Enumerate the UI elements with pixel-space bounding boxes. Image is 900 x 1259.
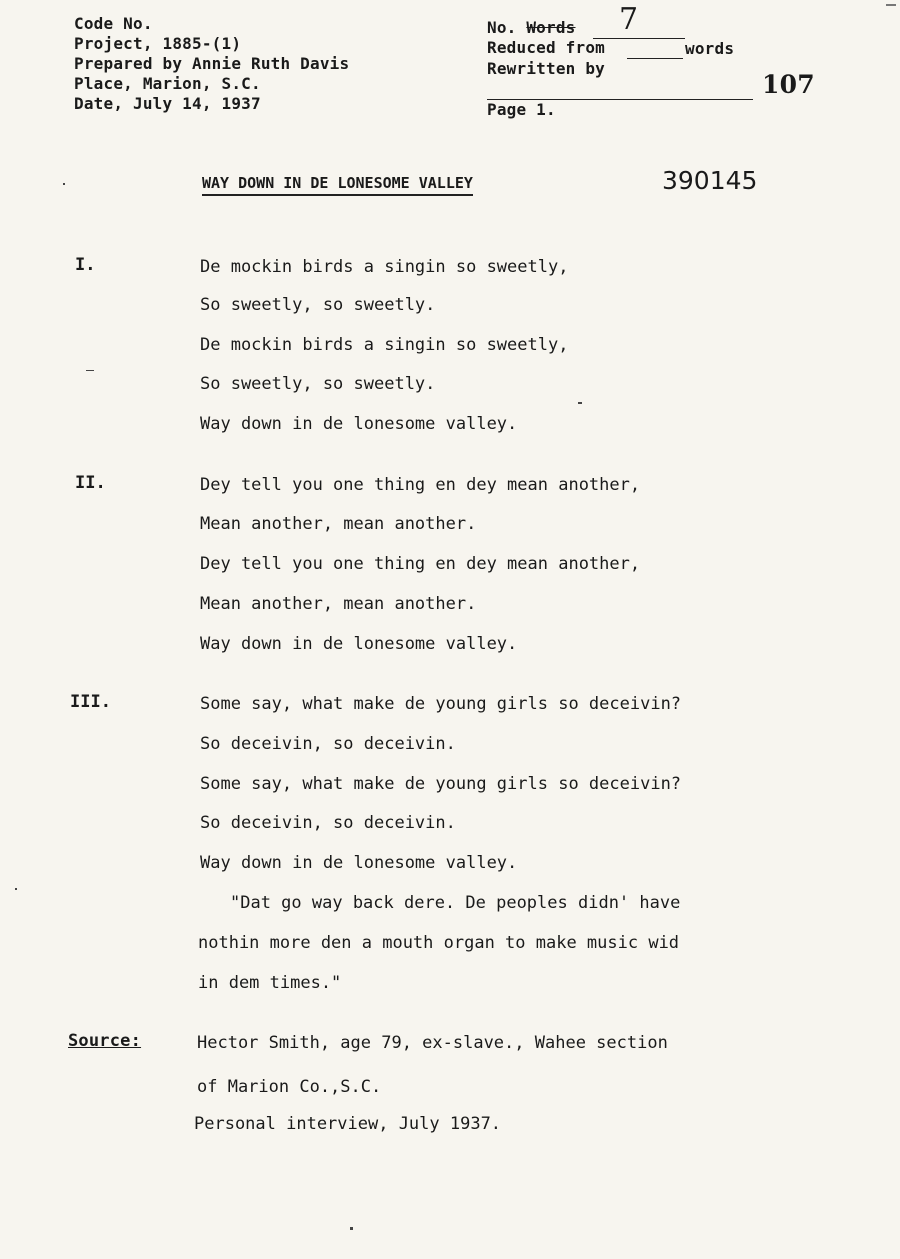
source-line: of Marion Co.,S.C. xyxy=(197,1077,382,1097)
scan-speck xyxy=(578,402,582,404)
scan-speck xyxy=(86,370,94,371)
verse-line: So deceivin, so deceivin. xyxy=(200,813,456,833)
reduced-from-label: Reduced from xyxy=(487,38,605,57)
place: Place, Marion, S.C. xyxy=(74,74,261,93)
scan-speck xyxy=(886,4,896,6)
verse-line: Some say, what make de young girls so deceivin? xyxy=(200,694,682,714)
verse-line: Mean another, mean another. xyxy=(200,594,477,614)
verse-line: Some say, what make de young girls so deceivin? xyxy=(200,774,682,794)
source-line: Hector Smith, age 79, ex-slave., Wahee section xyxy=(197,1033,668,1053)
source-line: Personal interview, July 1937. xyxy=(194,1114,502,1134)
stamp-number: 107 xyxy=(762,70,815,99)
document-number: 390145 xyxy=(662,166,758,195)
header-metadata xyxy=(74,14,349,114)
source-label: Source: xyxy=(68,1031,142,1051)
verse-line: So sweetly, so sweetly. xyxy=(200,295,436,315)
no-row xyxy=(487,18,576,37)
verse-line: Way down in de lonesome valley. xyxy=(200,414,518,434)
scan-speck xyxy=(350,1227,353,1230)
verse-line: So sweetly, so sweetly. xyxy=(200,374,436,394)
quote-line: "Dat go way back dere. De peoples didn' have xyxy=(230,893,681,913)
stanza-numeral: II. xyxy=(75,473,106,493)
no-blank-line xyxy=(593,38,685,39)
rewritten-by-label: Rewritten by xyxy=(487,59,605,78)
scan-speck xyxy=(15,888,17,890)
verse-line: Dey tell you one thing en dey mean another, xyxy=(200,475,641,495)
date: Date, July 14, 1937 xyxy=(74,94,261,113)
no-label: No. xyxy=(487,18,517,37)
page-label: Page 1. xyxy=(487,100,556,119)
handwritten-seven: 7 xyxy=(619,2,639,37)
stanza-numeral: III. xyxy=(70,692,111,712)
code-no: Code No. xyxy=(74,14,153,33)
quote-line: nothin more den a mouth organ to make music wid xyxy=(198,933,680,953)
quote-line: in dem times." xyxy=(198,973,342,993)
words-struck: Words xyxy=(526,18,576,37)
verse-line: Way down in de lonesome valley. xyxy=(200,853,518,873)
prepared-by: Prepared by Annie Ruth Davis xyxy=(74,54,350,73)
stanza-numeral: I. xyxy=(75,255,96,275)
page-title: WAY DOWN IN DE LONESOME VALLEY xyxy=(202,174,473,196)
reduced-row xyxy=(487,38,605,57)
verse-line: Way down in de lonesome valley. xyxy=(200,634,518,654)
verse-line: De mockin birds a singin so sweetly, xyxy=(200,335,569,355)
reduced-blank-line xyxy=(627,58,683,59)
verse-line: So deceivin, so deceivin. xyxy=(200,734,456,754)
verse-line: De mockin birds a singin so sweetly, xyxy=(200,257,569,277)
words-label: words xyxy=(685,39,735,58)
verse-line: Mean another, mean another. xyxy=(200,514,477,534)
project: Project, 1885-(1) xyxy=(74,34,242,53)
verse-line: Dey tell you one thing en dey mean another, xyxy=(200,554,641,574)
scan-speck xyxy=(63,183,65,185)
